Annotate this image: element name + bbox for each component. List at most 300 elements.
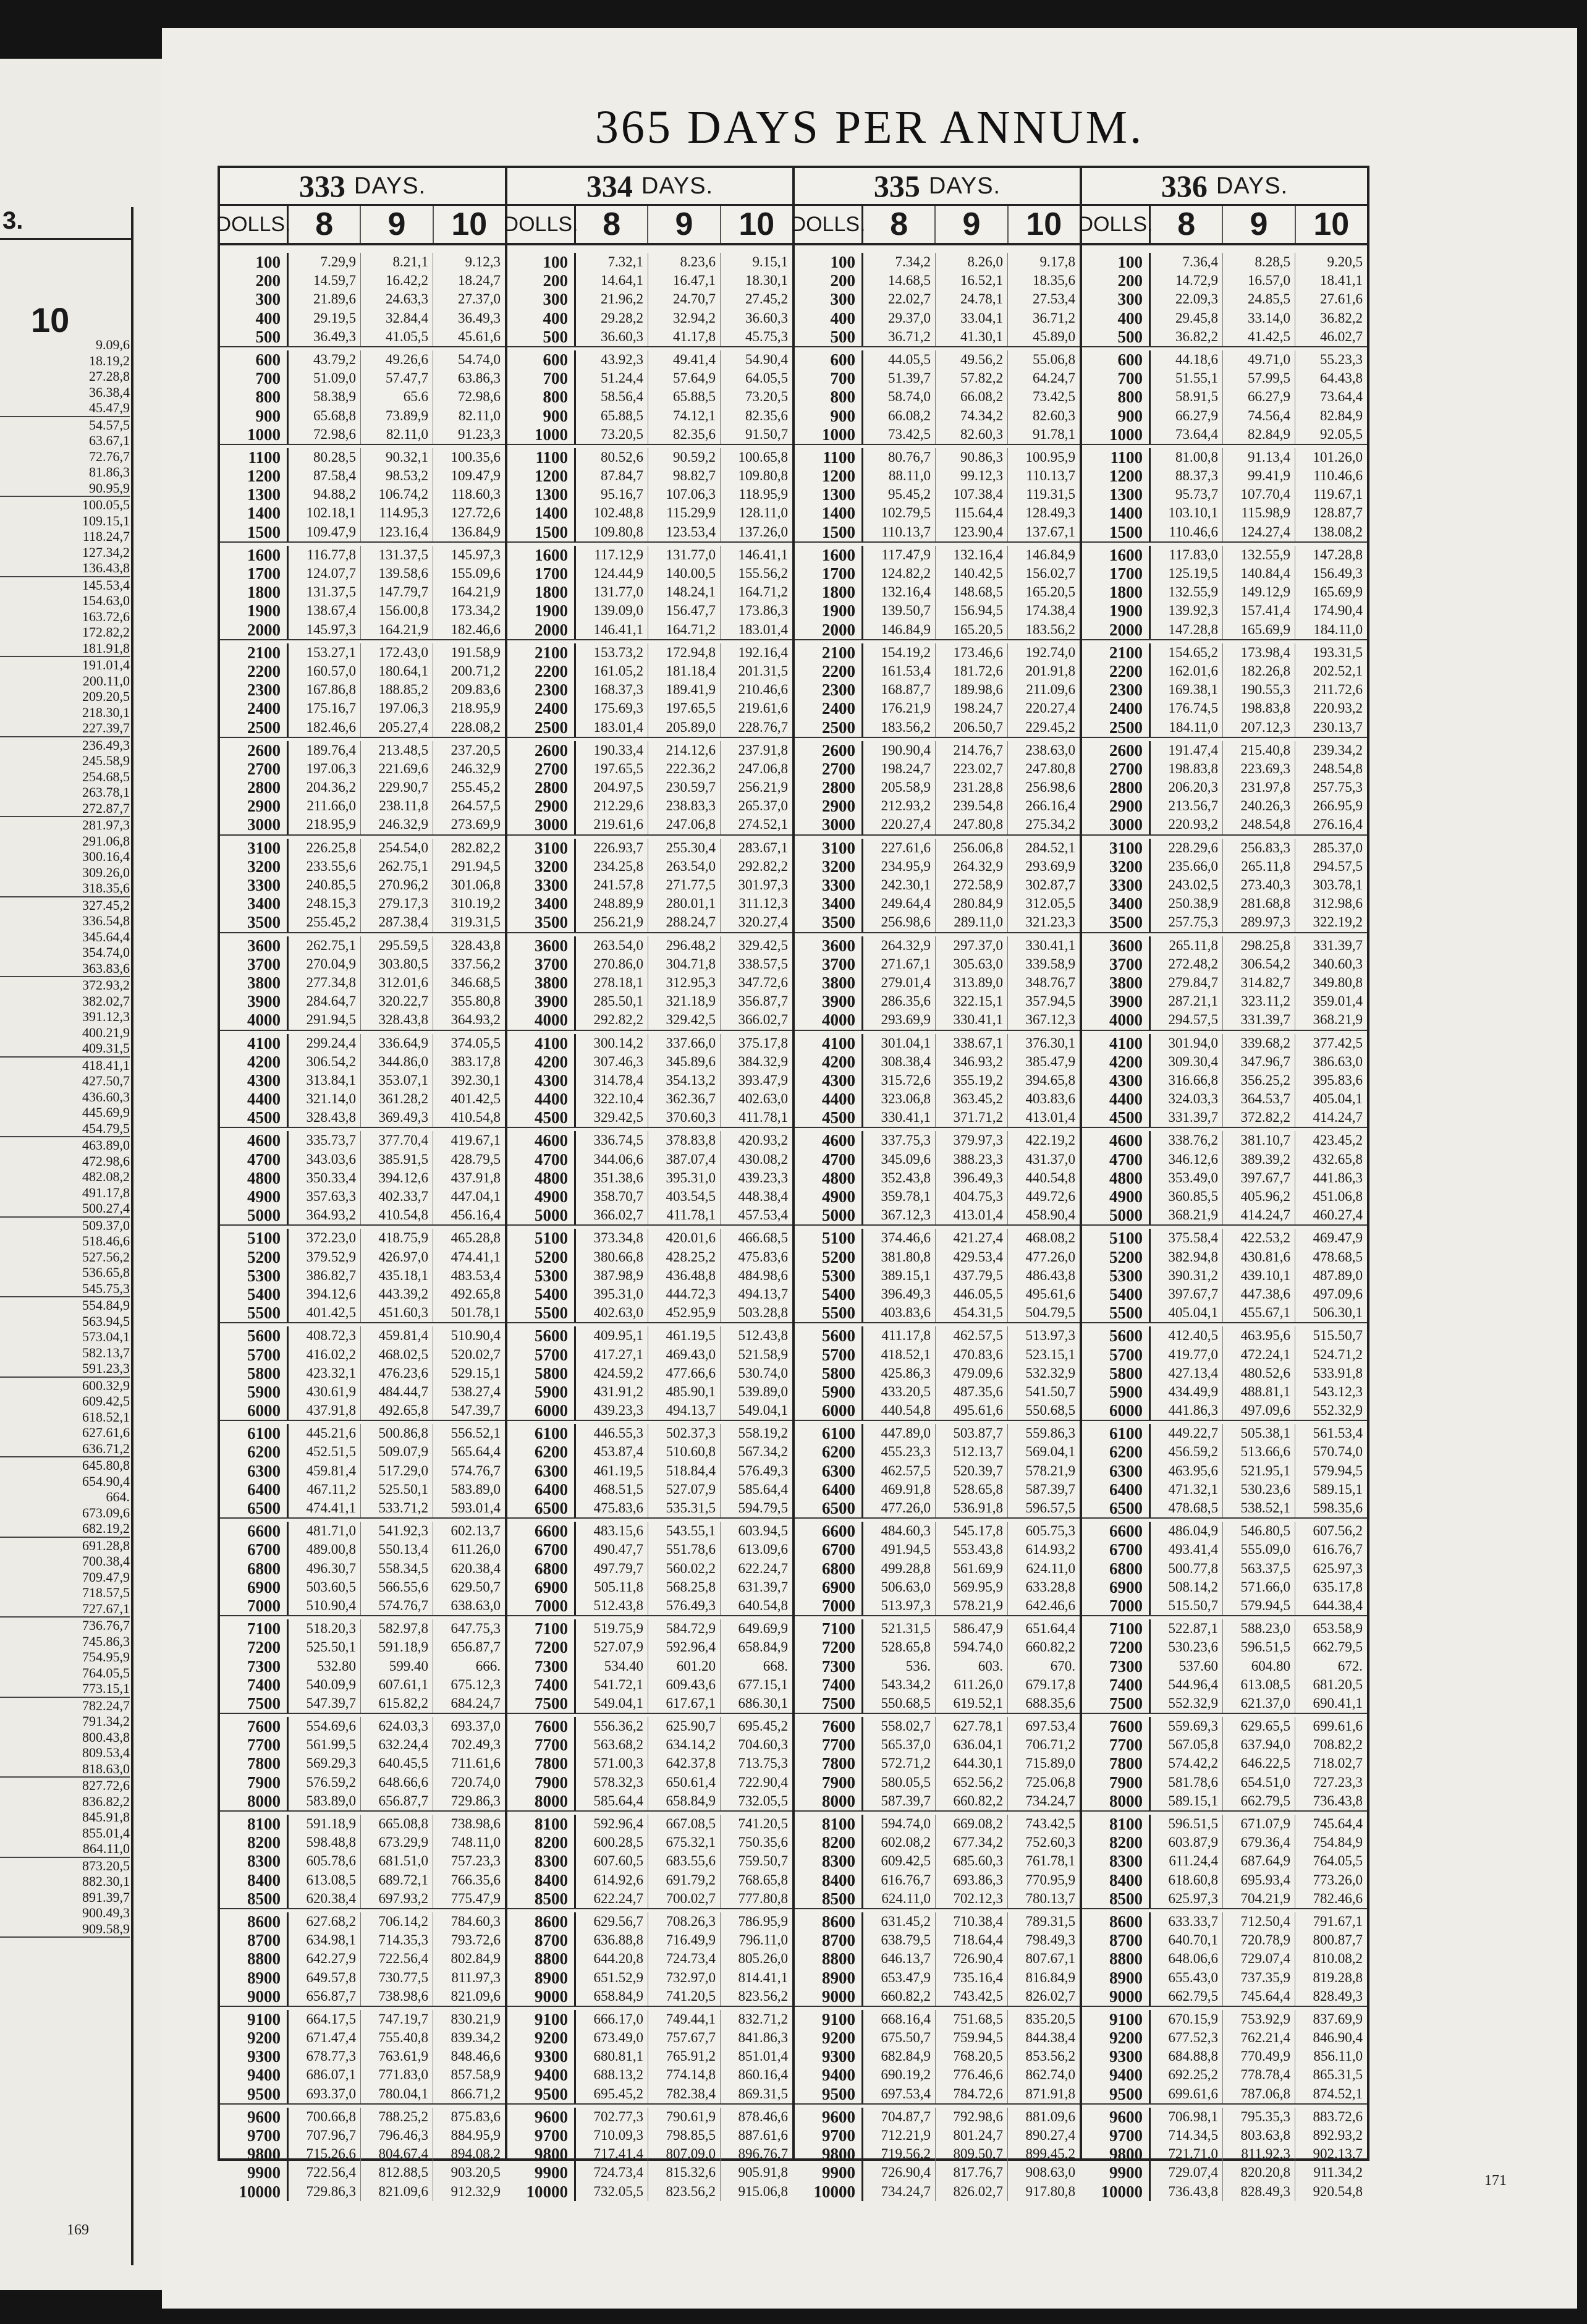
interest-cell: 719.56,2 — [863, 2145, 936, 2163]
interest-cell: 592.96,4 — [576, 1815, 648, 1833]
interest-cell: 132.16,4 — [863, 583, 936, 601]
table-row — [1082, 290, 1367, 308]
interest-cell: 280.84,9 — [936, 894, 1008, 913]
interest-cell: 87.84,7 — [576, 467, 648, 485]
table-row — [1082, 1912, 1367, 1931]
table-row — [795, 1969, 1080, 1987]
column-headers — [503, 206, 792, 245]
table-row — [220, 583, 505, 601]
interest-cell: 596.51,5 — [1223, 1638, 1295, 1656]
interest-cell: 915.06,8 — [738, 2183, 788, 2199]
interest-cell: 454.31,5 — [936, 1304, 1008, 1322]
dollars-cell: 3100 — [795, 839, 863, 857]
interest-cell: 692.25,2 — [1151, 2066, 1223, 2084]
interest-cell: 771.83,0 — [361, 2066, 433, 2084]
dollars-cell: 6100 — [1082, 1424, 1151, 1443]
interest-cell: 201.91,8 — [1025, 663, 1075, 679]
interest-cell: 349.80,8 — [1313, 974, 1363, 990]
interest-cell: 7.36,4 — [1151, 253, 1223, 271]
table-row — [795, 1773, 1080, 1792]
interest-cell: 256.98,6 — [863, 913, 936, 931]
interest-cell: 383.17,8 — [451, 1053, 501, 1069]
interest-cell: 100.95,9 — [1025, 449, 1075, 465]
table-row — [507, 643, 792, 662]
interest-cell: 518.84,4 — [648, 1462, 721, 1480]
dollars-cell: 5700 — [795, 1346, 863, 1364]
interest-cell: 115.64,4 — [936, 504, 1008, 522]
dollars-cell: 4500 — [795, 1108, 863, 1127]
interest-cell: 308.38,4 — [863, 1053, 936, 1071]
interest-cell: 418.52,1 — [863, 1346, 936, 1364]
interest-cell: 172.94,8 — [648, 643, 721, 662]
dollars-cell: 6800 — [507, 1559, 576, 1578]
table-row — [795, 350, 1080, 369]
interest-cell: 568.25,8 — [648, 1578, 721, 1597]
interest-cell: 329.42,5 — [648, 1011, 721, 1029]
previous-page-value: 527.56,2 — [82, 1249, 130, 1265]
dollars-cell: 500 — [1082, 328, 1151, 346]
dollars-cell: 1900 — [220, 601, 289, 620]
table-row — [220, 309, 505, 328]
interest-cell: 791.67,1 — [1313, 1913, 1363, 1929]
table-row — [795, 1150, 1080, 1169]
previous-page-value: 891.39,7 — [82, 1889, 130, 1905]
interest-cell: 541.92,3 — [361, 1522, 433, 1540]
interest-cell: 480.52,6 — [1223, 1364, 1295, 1383]
interest-cell: 389.39,2 — [1223, 1150, 1295, 1169]
table-row — [795, 1169, 1080, 1187]
interest-cell: 444.72,3 — [648, 1285, 721, 1304]
table-row — [507, 1266, 792, 1285]
dollars-cell: 400 — [795, 309, 863, 328]
dollars-cell: 1200 — [795, 467, 863, 485]
interest-cell: 627.68,2 — [289, 1912, 361, 1931]
interest-cell: 532.80 — [289, 1657, 361, 1676]
interest-cell: 367.12,3 — [863, 1206, 936, 1224]
interest-cell: 175.16,7 — [289, 699, 361, 718]
dollars-cell: 1800 — [1082, 583, 1151, 601]
dollars-cell: 4400 — [795, 1090, 863, 1108]
table-row — [220, 1266, 505, 1285]
dollars-cell: 8300 — [220, 1852, 289, 1870]
table-row — [507, 546, 792, 564]
interest-cell: 350.33,4 — [289, 1169, 361, 1187]
interest-cell: 321.23,3 — [1025, 914, 1075, 930]
days-label: DAYS. — [641, 172, 714, 199]
table-row — [220, 2010, 505, 2029]
dollars-cell: 7700 — [795, 1736, 863, 1754]
interest-cell: 146.41,1 — [738, 546, 788, 562]
table-row — [795, 1053, 1080, 1071]
dollars-cell: 9100 — [795, 2010, 863, 2029]
interest-cell: 273.69,9 — [451, 816, 501, 833]
interest-cell: 102.48,8 — [576, 504, 648, 522]
dollars-cell: 2400 — [795, 699, 863, 718]
dollars-cell: 4800 — [507, 1169, 576, 1187]
interest-cell: 402.63,0 — [738, 1091, 788, 1107]
dollars-cell: 5600 — [220, 1326, 289, 1345]
dollars-cell: 9700 — [507, 2126, 576, 2145]
interest-cell: 755.40,8 — [361, 2029, 433, 2047]
interest-cell: 73.64,4 — [1320, 389, 1363, 405]
interest-cell: 164.71,2 — [738, 584, 788, 600]
dollars-cell: 2300 — [795, 681, 863, 699]
interest-cell: 439.10,1 — [1223, 1266, 1295, 1285]
interest-cell: 145.97,3 — [451, 546, 501, 562]
interest-cell: 812.88,5 — [361, 2163, 433, 2182]
interest-cell: 673.29,9 — [361, 1833, 433, 1852]
interest-cell: 894.08,2 — [451, 2146, 501, 2162]
dollars-cell: 4800 — [220, 1169, 289, 1187]
dolls-header: DOLLS. — [507, 206, 576, 243]
interest-cell: 430.61,9 — [289, 1383, 361, 1401]
interest-cell: 265.11,8 — [1223, 857, 1295, 876]
interest-cell: 700.02,7 — [648, 1889, 721, 1908]
interest-cell: 533.71,2 — [361, 1499, 433, 1517]
table-row — [795, 1717, 1080, 1736]
interest-cell: 64.24,7 — [1033, 370, 1075, 386]
days-panel — [790, 168, 1082, 2201]
table-row — [1082, 1949, 1367, 1968]
interest-cell: 73.64,4 — [1151, 425, 1223, 444]
interest-cell: 690.41,1 — [1313, 1695, 1363, 1711]
interest-cell: 248.54,8 — [1313, 760, 1363, 776]
table-row — [795, 2029, 1080, 2047]
interest-cell: 123.16,4 — [361, 523, 433, 541]
interest-cell: 503.60,5 — [289, 1578, 361, 1597]
interest-cell: 458.90,4 — [1025, 1207, 1075, 1223]
interest-cell: 189.98,6 — [936, 681, 1008, 699]
interest-cell: 101.26,0 — [1313, 449, 1363, 465]
interest-cell: 228.29,6 — [1151, 839, 1223, 857]
table-row — [507, 1736, 792, 1754]
previous-page-value: 272.87,7 — [0, 800, 130, 818]
interest-cell: 530.23,6 — [1223, 1480, 1295, 1499]
table-row — [795, 1792, 1080, 1812]
interest-cell: 213.56,7 — [1151, 797, 1223, 815]
interest-cell: 578.32,3 — [576, 1773, 648, 1792]
dollars-cell: 4600 — [1082, 1131, 1151, 1150]
dollars-cell: 1200 — [507, 467, 576, 485]
dollars-cell: 7700 — [220, 1736, 289, 1754]
dollars-cell: 5200 — [220, 1248, 289, 1266]
interest-cell: 449.22,7 — [1151, 1424, 1223, 1443]
dollars-cell: 9000 — [507, 1987, 576, 2006]
interest-cell: 27.45,2 — [745, 291, 788, 307]
interest-cell: 801.24,7 — [936, 2126, 1008, 2145]
interest-cell: 316.66,8 — [1151, 1071, 1223, 1090]
table-row — [795, 1285, 1080, 1304]
dollars-cell: 4500 — [220, 1108, 289, 1127]
interest-cell: 603.94,5 — [738, 1523, 788, 1539]
dollars-cell: 5400 — [1082, 1285, 1151, 1304]
table-row — [1082, 643, 1367, 662]
interest-cell: 667.08,5 — [648, 1815, 721, 1833]
table-row — [507, 936, 792, 955]
interest-cell: 497.09,6 — [1223, 1401, 1295, 1420]
interest-cell: 648.06,6 — [1151, 1949, 1223, 1968]
interest-cell: 691.79,2 — [648, 1871, 721, 1889]
table-row — [220, 253, 505, 271]
interest-cell: 547.39,7 — [289, 1694, 361, 1713]
interest-cell: 470.83,6 — [936, 1346, 1008, 1364]
interest-cell: 441.86,3 — [1313, 1169, 1363, 1185]
interest-cell: 426.97,0 — [361, 1248, 433, 1266]
interest-cell: 594.74,0 — [936, 1638, 1008, 1656]
previous-page-value: 618.52,1 — [82, 1409, 130, 1425]
dollars-cell: 900 — [507, 407, 576, 425]
table-row — [1082, 1285, 1367, 1304]
previous-page-value: 864.11,0 — [0, 1841, 130, 1858]
dollars-cell: 5600 — [507, 1326, 576, 1345]
table-row — [507, 1131, 792, 1150]
table-row — [795, 1676, 1080, 1694]
dollars-cell: 9200 — [795, 2029, 863, 2047]
table-row — [507, 1540, 792, 1559]
interest-cell: 7.34,2 — [863, 253, 936, 271]
interest-cell: 485.90,1 — [648, 1383, 721, 1401]
dollars-cell: 9800 — [1082, 2145, 1151, 2163]
interest-cell: 302.87,7 — [1025, 877, 1075, 893]
interest-cell: 292.82,2 — [576, 1011, 648, 1029]
dollars-cell: 2200 — [220, 662, 289, 681]
interest-cell: 183.01,4 — [576, 718, 648, 737]
interest-cell: 274.52,1 — [738, 816, 788, 833]
interest-cell: 686.30,1 — [738, 1695, 788, 1711]
dollars-cell: 6000 — [795, 1401, 863, 1420]
interest-cell: 117.12,9 — [576, 546, 648, 564]
dollars-cell: 9600 — [220, 2108, 289, 2126]
interest-cell: 715.26,6 — [289, 2145, 361, 2163]
interest-cell: 422.53,2 — [1223, 1229, 1295, 1247]
interest-cell: 578.21,9 — [1025, 1462, 1075, 1478]
dollars-cell: 7200 — [1082, 1638, 1151, 1656]
interest-cell: 220.93,2 — [1151, 815, 1223, 834]
interest-cell: 424.59,2 — [576, 1364, 648, 1383]
dollars-cell: 4900 — [795, 1187, 863, 1206]
interest-cell: 624.03,3 — [361, 1717, 433, 1736]
interest-cell: 164.71,2 — [648, 621, 721, 639]
interest-cell: 524.71,2 — [1313, 1346, 1363, 1362]
interest-cell: 172.43,0 — [361, 643, 433, 662]
interest-cell: 541.50,7 — [1025, 1383, 1075, 1399]
interest-cell: 899.45,2 — [1025, 2146, 1075, 2162]
dollars-cell: 2200 — [795, 662, 863, 681]
interest-cell: 110.13,7 — [1026, 468, 1075, 484]
interest-cell: 616.76,7 — [1313, 1542, 1363, 1558]
previous-page-value: 573.04,1 — [82, 1329, 130, 1344]
dollars-cell: 1600 — [220, 546, 289, 564]
interest-cell: 373.34,8 — [576, 1229, 648, 1247]
previous-page-value: 191.01,4 — [82, 657, 130, 672]
dollars-cell: 3600 — [795, 936, 863, 955]
interest-cell: 230.13,7 — [1313, 719, 1363, 735]
interest-cell: 579.94,5 — [1313, 1462, 1363, 1478]
dollars-cell: 1400 — [795, 504, 863, 522]
interest-cell: 289.97,3 — [1223, 913, 1295, 931]
interest-cell: 205.27,4 — [361, 718, 433, 737]
table-row — [795, 1424, 1080, 1443]
previous-page-value: 563.94,5 — [82, 1313, 130, 1329]
dollars-cell: 2600 — [507, 741, 576, 760]
interest-cell: 591.18,9 — [361, 1638, 433, 1656]
interest-cell: 110.46,6 — [1151, 523, 1223, 541]
interest-cell: 239.34,2 — [1313, 742, 1363, 758]
interest-cell: 552.32,9 — [1313, 1402, 1363, 1419]
table-row — [795, 448, 1080, 467]
interest-cell: 499.28,8 — [863, 1559, 936, 1578]
interest-cell: 649.69,9 — [738, 1621, 788, 1637]
interest-cell: 832.71,2 — [738, 2011, 788, 2027]
table-row — [507, 1871, 792, 1889]
interest-cell: 501.78,1 — [451, 1305, 501, 1321]
dollars-cell: 8600 — [795, 1912, 863, 1931]
interest-cell: 711.61,6 — [451, 1755, 501, 1771]
dollars-cell: 8700 — [1082, 1931, 1151, 1949]
dollars-cell: 7600 — [1082, 1717, 1151, 1736]
previous-page-value: 18.19,2 — [89, 352, 130, 368]
dollars-cell: 5800 — [795, 1364, 863, 1383]
table-row — [795, 1326, 1080, 1345]
interest-cell: 430.08,2 — [738, 1151, 788, 1167]
interest-cell: 469.47,9 — [1313, 1230, 1363, 1246]
dollars-cell: 2900 — [795, 797, 863, 815]
interest-cell: 490.47,7 — [576, 1540, 648, 1559]
previous-page-value: 700.38,4 — [82, 1553, 130, 1569]
interest-cell: 599.40 — [361, 1657, 433, 1676]
dollars-cell: 3800 — [507, 973, 576, 992]
interest-cell: 656.87,7 — [451, 1639, 501, 1655]
interest-cell: 741.20,5 — [648, 1987, 721, 2006]
interest-cell: 330.41,1 — [863, 1108, 936, 1127]
interest-cell: 566.55,6 — [361, 1578, 433, 1597]
table-row — [795, 290, 1080, 308]
interest-cell: 757.67,7 — [648, 2029, 721, 2047]
interest-cell: 21.96,2 — [576, 290, 648, 308]
interest-cell: 27.61,6 — [1320, 291, 1363, 307]
interest-cell: 99.41,9 — [1223, 467, 1295, 485]
table-row — [220, 1090, 505, 1108]
dollars-cell: 8100 — [220, 1815, 289, 1833]
interest-cell: 250.38,9 — [1151, 894, 1223, 913]
interest-cell: 416.02,2 — [289, 1346, 361, 1364]
interest-cell: 173.46,6 — [936, 643, 1008, 662]
interest-cell: 613.08,5 — [289, 1871, 361, 1889]
interest-cell: 588.23,0 — [1223, 1619, 1295, 1638]
dollars-cell: 2500 — [795, 718, 863, 737]
dollars-cell: 9900 — [220, 2163, 289, 2182]
interest-cell: 343.03,6 — [289, 1150, 361, 1169]
interest-cell: 559.69,3 — [1151, 1717, 1223, 1736]
interest-cell: 395.31,0 — [648, 1169, 721, 1187]
interest-cell: 535.31,5 — [648, 1499, 721, 1517]
dollars-cell: 4200 — [220, 1053, 289, 1071]
table-row — [507, 1522, 792, 1540]
interest-cell: 238.83,3 — [648, 797, 721, 815]
table-row — [507, 583, 792, 601]
table-row — [795, 2182, 1080, 2201]
interest-cell: 65.68,8 — [289, 407, 361, 425]
table-row — [795, 699, 1080, 718]
interest-cell: 420.01,6 — [648, 1229, 721, 1247]
dollars-cell: 5500 — [1082, 1304, 1151, 1322]
table-row — [220, 1717, 505, 1736]
interest-cell: 823.56,2 — [738, 1988, 788, 2004]
interest-cell: 435.18,1 — [361, 1266, 433, 1285]
interest-cell: 770.95,9 — [1025, 1872, 1075, 1888]
interest-cell: 766.35,6 — [451, 1872, 501, 1888]
edge-mark — [1250, 45, 1293, 70]
table-row — [1082, 1578, 1367, 1597]
interest-cell: 528.65,8 — [863, 1638, 936, 1656]
interest-cell: 764.05,5 — [1313, 1853, 1363, 1869]
interest-cell: 559.86,3 — [1025, 1425, 1075, 1441]
table-row — [220, 797, 505, 815]
previous-page-value: 609.42,5 — [82, 1393, 130, 1409]
table-row — [795, 1443, 1080, 1461]
interest-cell: 745.64,4 — [1313, 1816, 1363, 1831]
interest-cell: 634.98,1 — [289, 1931, 361, 1949]
dollars-cell: 9500 — [507, 2085, 576, 2103]
interest-cell: 351.38,6 — [576, 1169, 648, 1187]
table-row — [220, 369, 505, 388]
interest-cell: 472.24,1 — [1223, 1346, 1295, 1364]
dollars-cell: 200 — [795, 271, 863, 290]
interest-cell: 476.23,6 — [361, 1364, 433, 1383]
interest-cell: 621.37,0 — [1223, 1694, 1295, 1713]
table-row — [220, 1424, 505, 1443]
interest-cell: 433.20,5 — [863, 1383, 936, 1401]
interest-cell: 157.41,4 — [1223, 601, 1295, 620]
interest-cell: 173.86,3 — [738, 603, 788, 619]
interest-cell: 270.04,9 — [289, 955, 361, 973]
interest-cell: 262.75,1 — [289, 936, 361, 955]
previous-page-value: 9.09,6 — [96, 337, 130, 352]
interest-cell: 521.95,1 — [1223, 1462, 1295, 1480]
table-row — [507, 1326, 792, 1345]
interest-cell: 651.52,9 — [576, 1969, 648, 1987]
interest-cell: 206.20,3 — [1151, 778, 1223, 797]
table-row — [1082, 1540, 1367, 1559]
table-row — [1082, 778, 1367, 797]
dollars-cell: 7400 — [1082, 1676, 1151, 1694]
interest-cell: 347.72,6 — [738, 974, 788, 990]
interest-cell: 82.84,9 — [1320, 407, 1363, 423]
interest-cell: 357.63,3 — [289, 1187, 361, 1206]
interest-cell: 390.31,2 — [1151, 1266, 1223, 1285]
interest-cell: 91.13,4 — [1223, 448, 1295, 467]
interest-cell: 670.15,9 — [1151, 2010, 1223, 2029]
interest-cell: 729.86,3 — [289, 2182, 361, 2201]
table-row — [795, 936, 1080, 955]
table-row — [1082, 1889, 1367, 1909]
interest-cell: 624.11,0 — [1026, 1560, 1075, 1576]
interest-cell: 479.09,6 — [936, 1364, 1008, 1383]
interest-cell: 184.11,0 — [1151, 718, 1223, 737]
table-row — [507, 1676, 792, 1694]
interest-cell: 743.42,5 — [936, 1987, 1008, 2006]
interest-cell: 496.30,7 — [289, 1559, 361, 1578]
table-row — [220, 1326, 505, 1345]
dollars-cell: 7500 — [1082, 1694, 1151, 1713]
interest-cell: 732.05,5 — [738, 1792, 788, 1809]
interest-cell: 734.24,7 — [1025, 1792, 1075, 1809]
dollars-cell: 7100 — [795, 1619, 863, 1638]
table-row — [1082, 350, 1367, 369]
table-row — [220, 760, 505, 778]
interest-cell: 49.26,6 — [361, 350, 433, 369]
table-row — [220, 425, 505, 445]
